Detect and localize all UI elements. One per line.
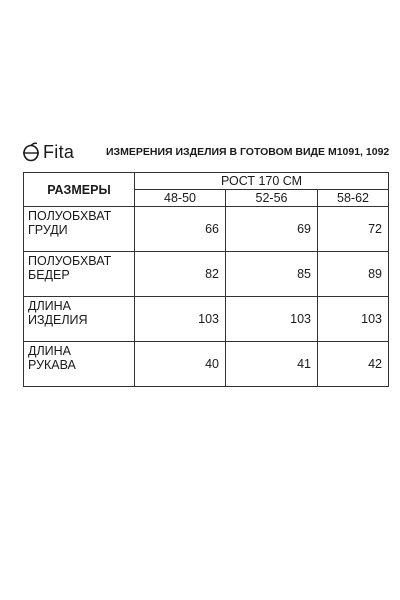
row-label: ДЛИНА ИЗДЕЛИЯ <box>24 297 135 342</box>
table-row <box>24 207 389 252</box>
table-cell: 82 <box>135 252 226 297</box>
size-column-header: 48-50 <box>135 190 226 207</box>
document-title: ИЗМЕРЕНИЯ ИЗДЕЛИЯ В ГОТОВОМ ВИДЕ М1091, 1092 <box>106 146 390 158</box>
table-cell: 66 <box>135 207 226 252</box>
table-cell: 42 <box>318 342 389 387</box>
size-table <box>23 172 389 387</box>
row-label: ПОЛУОБХВАТ БЕДЕР <box>24 252 135 297</box>
size-column-header: 52-56 <box>226 190 318 207</box>
table-row <box>24 297 389 342</box>
sizes-header: РАЗМЕРЫ <box>24 173 135 207</box>
table-header-row <box>24 173 389 190</box>
table-cell: 103 <box>226 297 318 342</box>
table-cell: 40 <box>135 342 226 387</box>
table-cell: 41 <box>226 342 318 387</box>
table-cell: 72 <box>318 207 389 252</box>
table-row <box>24 252 389 297</box>
size-column-header: 58-62 <box>318 190 389 207</box>
brand-logo <box>22 140 74 164</box>
page-header <box>22 140 390 164</box>
table-cell: 69 <box>226 207 318 252</box>
fita-logo-icon <box>22 142 40 162</box>
table-cell: 103 <box>318 297 389 342</box>
height-header: РОСТ 170 СМ <box>135 173 389 190</box>
row-label: ДЛИНА РУКАВА <box>24 342 135 387</box>
table-cell: 85 <box>226 252 318 297</box>
table-row <box>24 342 389 387</box>
row-label: ПОЛУОБХВАТ ГРУДИ <box>24 207 135 252</box>
table-cell: 89 <box>318 252 389 297</box>
brand-name: Fita <box>43 141 75 162</box>
table-cell: 103 <box>135 297 226 342</box>
